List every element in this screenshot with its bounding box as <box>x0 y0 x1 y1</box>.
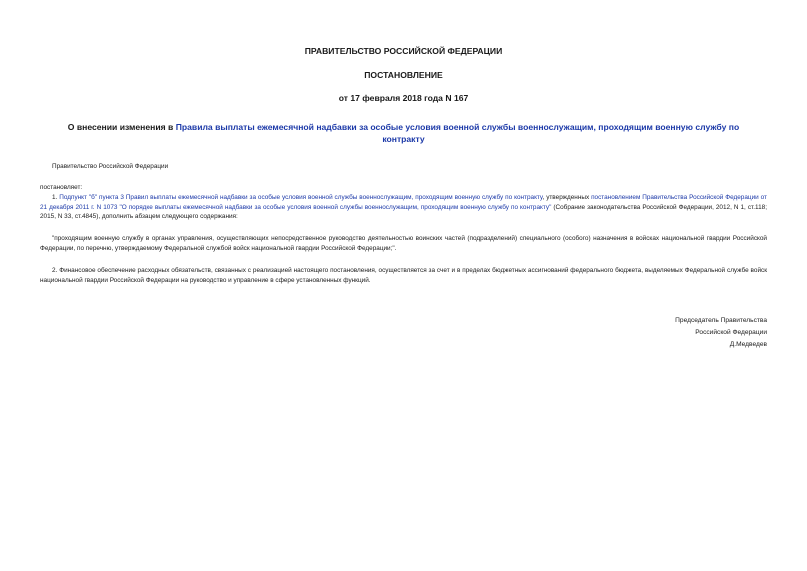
item-1-text-approved: , утвержденных <box>542 194 592 201</box>
title-prefix: О внесении изменения в <box>67 122 176 132</box>
decrees-text: постановляет: <box>40 184 83 191</box>
item-1-paragraph <box>40 193 767 222</box>
item-2-paragraph: 2. Финансовое обеспечение расходных обязательств, связанных с реализацией настоящего постановления, осуществляется за счет и в пределах бюджетных ассигнований федерального бюджета, выделяемых Федеральной службе войск национальной гвардии Российской Федерации на руководство и управление в сфере установленных функций. <box>40 267 767 284</box>
government-heading: ПРАВИТЕЛЬСТВО РОССИЙСКОЙ ФЕДЕРАЦИИ <box>304 46 503 56</box>
item-1-number: 1. <box>52 194 60 201</box>
issuer-text: Правительство Российской Федерации <box>52 163 169 170</box>
item-1-link-resolution[interactable]: постановлением Правительства Российской Федерации от 21 декабря 2011 г. N 1073 "О порядке выплаты ежемесячной надбавки за особые условия военной службы военнослужащим, проходящим военную службу по контракту" <box>40 194 767 211</box>
date-number-heading: от 17 февраля 2018 года N 167 <box>338 93 469 103</box>
item-1-text-supplement: (Собрание законодательства Российской Федерации, 2012, N 1, ст.118; 2015, N 33, ст.4845), дополнить абзацем следующего содержания: <box>40 203 767 221</box>
signature-name: Д.Медведев <box>729 341 767 348</box>
quoted-paragraph: "проходящим военную службу в органах управления, осуществляющих непосредственное руководство деятельностью воинских частей (подразделений) специального (особого) назначения в войсках национальной гвардии Российской Федерации, по перечню, утверждаемому Федеральной службой войск национальной гвардии Российской Федерации;". <box>40 235 767 252</box>
item-1-link-subpoint[interactable]: Подпункт "б" пункта 3 Правил выплаты ежемесячной надбавки за особые условия военной службы военнослужащим, проходящим военную службу по контракту <box>59 194 543 201</box>
signature-title-line2: Российской Федерации <box>695 329 767 336</box>
document-title <box>50 121 757 145</box>
document-type-heading: ПОСТАНОВЛЕНИЕ <box>364 70 443 80</box>
signature-title-line1: Председатель Правительства <box>675 317 767 324</box>
title-link[interactable]: Правила выплаты ежемесячной надбавки за особые условия военной службы военнослужащим, проходящим военную службу по контракту <box>175 122 740 144</box>
